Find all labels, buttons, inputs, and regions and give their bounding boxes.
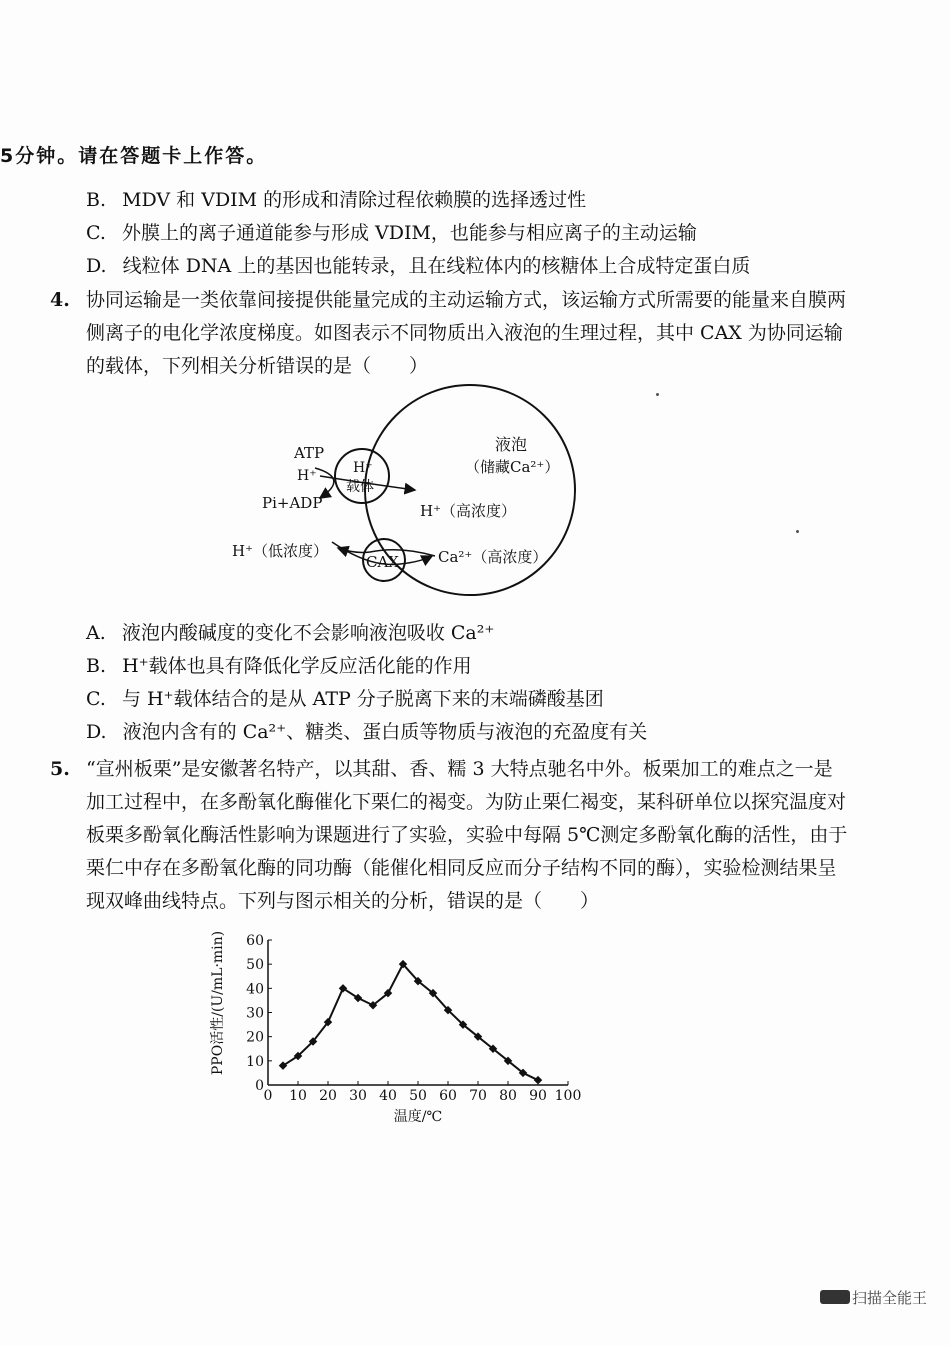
scanner-watermark: 扫描全能王 [852, 1289, 928, 1307]
y-tick-label: 60 [246, 933, 264, 949]
vacuole-label: 液泡 [495, 435, 528, 454]
vacuole-transport-diagram [220, 380, 600, 610]
y-tick-label: 20 [246, 1029, 264, 1046]
q3-option-b [86, 187, 586, 213]
option-text: MDV 和 VDIM 的形成和清除过程依赖膜的选择透过性 [122, 189, 587, 211]
y-tick-label: 0 [255, 1078, 264, 1094]
q5-stem-line-1: “宣州板栗”是安徽著名特产，以其甜、香、糯 3 大特点驰名中外。板栗加工的难点之一是 [86, 758, 833, 780]
option-letter: C. [86, 688, 106, 710]
option-letter: B. [86, 655, 107, 677]
ppo-series-line [283, 964, 538, 1080]
option-letter: C. [86, 222, 106, 244]
y-tick-label: 30 [246, 1005, 264, 1022]
q4-option-b [86, 653, 472, 679]
ppo-activity-chart [200, 920, 600, 1130]
option-text: 线粒体 DNA 上的基因也能转录，且在线粒体内的核糖体上合成特定蛋白质 [122, 255, 751, 277]
carrier-h-label: H⁺ [353, 460, 373, 476]
option-letter: D. [86, 255, 107, 277]
q3-option-c [86, 220, 697, 246]
option-letter: B. [86, 189, 107, 211]
q3-option-d [86, 253, 750, 279]
cax-label: CAX [366, 553, 399, 571]
option-text: 与 H⁺载体结合的是从 ATP 分子脱离下来的末端磷酸基团 [121, 688, 604, 710]
x-tick-label: 10 [289, 1088, 307, 1104]
option-text: 液泡内酸碱度的变化不会影响液泡吸收 Ca²⁺ [121, 622, 495, 644]
q4-stem-line-2: 侧离子的电化学浓度梯度。如图表示不同物质出入液泡的生理过程，其中 CAX 为协同运输 [86, 322, 843, 344]
pi-adp-label: Pi+ADP [262, 494, 323, 512]
q5-stem-line-2: 加工过程中，在多酚氧化酶催化下栗仁的褐变。为防止栗仁褐变，某科研单位以探究温度对 [86, 791, 847, 813]
option-text: 外膜上的离子通道能参与形成 VDIM，也能参与相应离子的主动运输 [121, 222, 697, 244]
option-text: H⁺载体也具有降低化学反应活化能的作用 [122, 655, 472, 677]
q4-stem-line-1: 协同运输是一类依靠间接提供能量完成的主动运输方式，该运输方式所需要的能量来自膜两 [86, 289, 847, 311]
x-tick-label: 30 [349, 1088, 367, 1104]
h-high-label: H⁺（高浓度） [420, 502, 516, 520]
q5-stem-line-3: 板栗多酚氧化酶活性影响为课题进行了实验，实验中每隔 5℃测定多酚氧化酶的活性，由于 [86, 824, 848, 846]
scan-speck [796, 530, 799, 533]
option-letter: A. [86, 622, 106, 644]
x-tick-label: 60 [439, 1088, 457, 1104]
option-text: 液泡内含有的 Ca²⁺、糖类、蛋白质等物质与液泡的充盈度有关 [122, 721, 648, 743]
q5-stem-line-5: 现双峰曲线特点。下列与图示相关的分析，错误的是（ ） [86, 890, 600, 912]
x-tick-label: 90 [529, 1088, 547, 1104]
x-tick-label: 50 [409, 1088, 427, 1104]
x-tick-label: 80 [499, 1088, 517, 1104]
q4-option-a [86, 620, 494, 646]
x-tick-label: 20 [319, 1088, 337, 1104]
x-tick-label: 40 [379, 1088, 397, 1104]
q4-option-c [86, 686, 604, 712]
y-tick-label: 50 [246, 957, 264, 974]
x-tick-label: 0 [263, 1088, 273, 1104]
h-low-label: H⁺（低浓度） [232, 542, 328, 560]
carrier-label: 载体 [346, 479, 374, 495]
q4-number: 4. [50, 289, 70, 311]
q4-option-d [86, 719, 647, 745]
h-plus-label: H⁺ [297, 468, 317, 484]
y-tick-label: 10 [246, 1053, 264, 1070]
x-axis-label: 温度/℃ [393, 1109, 443, 1125]
storage-label: （储藏Ca²⁺） [465, 458, 560, 476]
scanner-logo-icon [820, 1290, 850, 1304]
y-tick-label: 40 [246, 981, 264, 998]
x-tick-label: 100 [554, 1088, 582, 1104]
q4-stem-line-3: 的载体，下列相关分析错误的是（ ） [86, 355, 429, 377]
option-letter: D. [86, 721, 107, 743]
y-axis-label: PPO活性/(U/mL·min) [210, 930, 226, 1076]
q5-number: 5. [50, 758, 70, 780]
ppo-data-point [534, 1076, 542, 1084]
ca-high-label: Ca²⁺（高浓度） [438, 548, 548, 566]
q5-stem-line-4: 栗仁中存在多酚氧化酶的同功酶（能催化相同反应而分子结构不同的酶），实验检测结果呈 [86, 857, 837, 879]
scan-speck [656, 393, 659, 396]
atp-label: ATP [294, 444, 325, 462]
x-tick-label: 70 [469, 1088, 487, 1104]
exam-instruction: 5分钟。请在答题卡上作答。 [0, 145, 268, 167]
